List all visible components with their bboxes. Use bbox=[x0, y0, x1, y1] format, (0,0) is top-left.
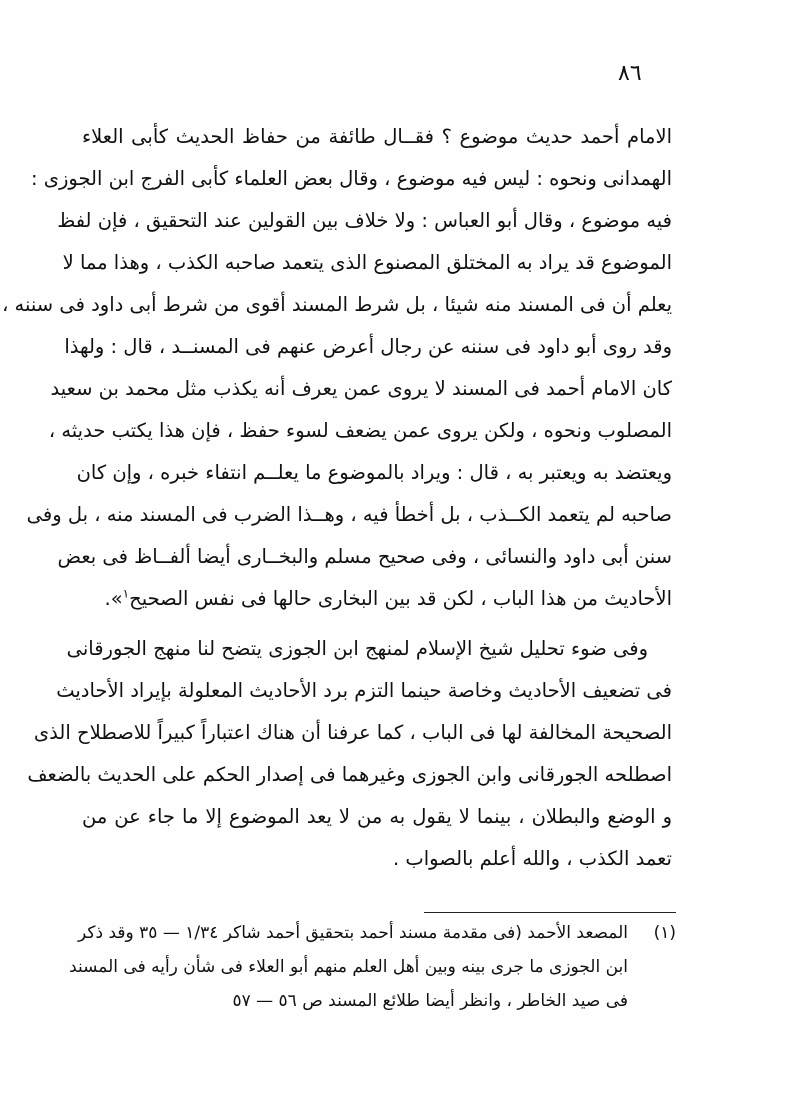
footnote-1-line: فى صيد الخاطر ، وانظر أيضا طلائع المسند ص ٥٦ — ٥٧ bbox=[232, 991, 628, 1011]
text-line: فى تضعيف الأحاديث وخاصة حينما التزم برد الأحاديث المعلولة بإيراد الأحاديث bbox=[56, 679, 672, 702]
text-line: الصحيحة المخالفة لها فى الباب ، كما عرفنا أن هناك اعتباراً كبيراً للاصطلاح الذى bbox=[33, 721, 672, 744]
text-line bbox=[82, 578, 672, 620]
text-line: تعمد الكذب ، والله أعلم بالصواب . bbox=[393, 847, 672, 870]
paragraph-2 bbox=[27, 628, 672, 880]
text-line: و الوضع والبطلان ، بينما لا يقول به من لا يعد الموضوع إلا ما جاء عن من bbox=[82, 805, 672, 828]
text-line-content: الأحاديث من هذا الباب ، لكن قد بين البخارى حالها فى نفس الصحيح bbox=[129, 587, 672, 610]
body-text bbox=[2, 116, 672, 880]
text-line: الهمدانى ونحوه : ليس فيه موضوع ، وقال بعض العلماء كأبى الفرج ابن الجوزى : bbox=[30, 167, 672, 190]
text-line: ويعتضد به ويعتبر به ، قال : ويراد بالموضوع ما يعلــم انتفاء خبره ، وإن كان bbox=[76, 461, 672, 484]
text-line: وقد روى أبو داود فى سننه عن رجال أعرض عنهم فى المسنــد ، قال : ولهذا bbox=[64, 335, 672, 358]
footnote-number: (١) bbox=[653, 923, 676, 943]
text-line: فيه موضوع ، وقال أبو العباس : ولا خلاف بين القولين عند التحقيق ، فإن لفظ bbox=[57, 209, 672, 232]
footnote-divider bbox=[424, 912, 676, 913]
text-line: كان الامام أحمد فى المسند لا يروى عمن يعرف أنه يكذب مثل محمد بن سعيد bbox=[50, 377, 672, 400]
text-line: اصطلحه الجورقانى وابن الجوزى وغيرهما فى إصدار الحكم على الحديث بالضعف bbox=[27, 763, 672, 786]
text-line: صاحبه لم يتعمد الكــذب ، بل أخطأ فيه ، وهــذا الضرب فى المسند منه ، بل وفى bbox=[26, 503, 672, 526]
footnote-ref-1[interactable]: ١ bbox=[122, 586, 130, 601]
text-line: يعلم أن فى المسند منه شيئا ، بل شرط المسند أقوى من شرط أبى داود فى سننه ، bbox=[2, 293, 672, 316]
text-line: الامام أحمد حديث موضوع ؟ فقــال طائفة من حفاظ الحديث كأبى العلاء bbox=[82, 125, 672, 148]
footnotes bbox=[69, 916, 676, 1018]
text-line: سنن أبى داود والنسائى ، وفى صحيح مسلم والبخــارى أيضا ألفــاظ فى بعض bbox=[57, 545, 672, 568]
text-line: الموضوع قد يراد به المختلق المصنوع الذى يتعمد صاحبه الكذب ، وهذا مما لا bbox=[62, 251, 672, 274]
page-number: ٨٦ bbox=[618, 61, 642, 86]
paragraph-1 bbox=[2, 116, 672, 620]
paragraph-gap bbox=[82, 620, 672, 628]
footnote-1-line bbox=[78, 916, 676, 950]
footnote-1-line: ابن الجوزى ما جرى بينه وبين أهل العلم منهم أبو العلاء فى شأن رأيه فى المسند bbox=[69, 957, 628, 977]
text-line: وفى ضوء تحليل شيخ الإسلام لمنهج ابن الجوزى يتضح لنا منهج الجورقانى bbox=[66, 637, 648, 660]
footnote-text: المصعد الأحمد (فى مقدمة مسند أحمد بتحقيق أحمد شاكر ١/٣٤ — ٣٥ وقد ذكر bbox=[78, 923, 628, 943]
text-line: المصلوب ونحوه ، ولكن يروى عمن يضعف لسوء حفظ ، فإن هذا يكتب حديثه ، bbox=[48, 419, 672, 442]
quote-close: ». bbox=[104, 587, 123, 610]
